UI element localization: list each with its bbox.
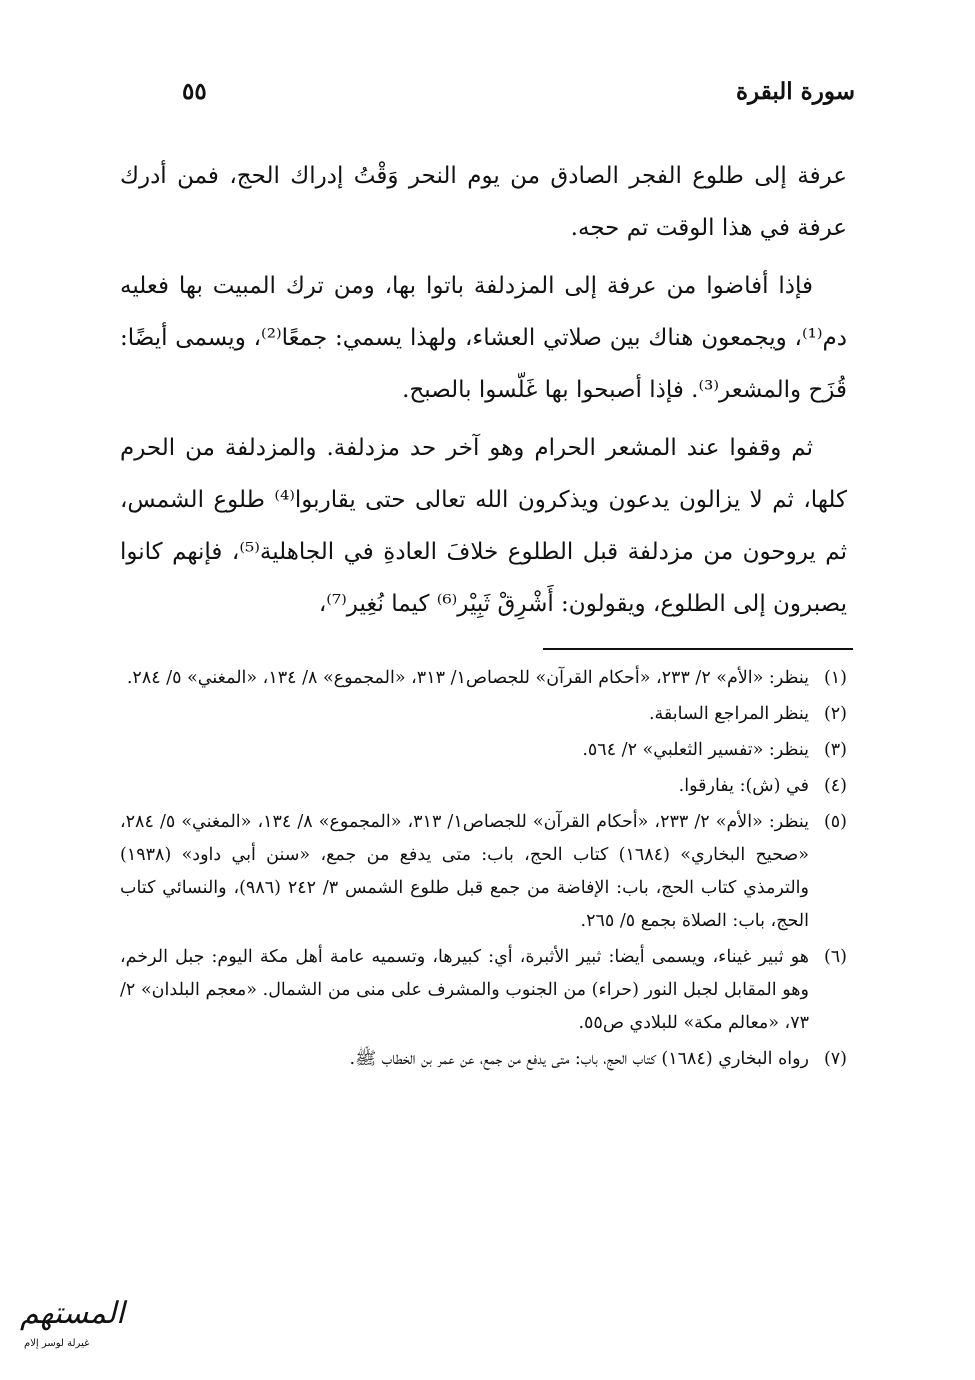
paragraph-2: فإذا أفاضوا من عرفة إلى المزدلفة باتوا بها، ومن ترك المبيت بها فعليه دم⁽¹⁾، ويجمعون هناك بين صلاتي العشاء، ولهذا يسمي: جمعًا⁽²⁾، ويسمى أيضًا: قُزَح والمشعر⁽³⁾. فإذا أصبحوا بها غَلّسوا بالصبح. (120, 273, 847, 403)
footnote-4 (120, 770, 847, 803)
footnote-text: ينظر: «تفسير الثعلبي» ٢/ ٥٦٤. (582, 740, 809, 760)
page-number: ٥٥ (182, 78, 207, 105)
footnotes (120, 662, 847, 1079)
paragraph-3: ثم وقفوا عند المشعر الحرام وهو آخر حد مزدلفة. والمزدلفة من الحرم كلها، ثم لا يزالون يدعون ويذكرون الله تعالى حتى يقاربوا⁽⁴⁾ طلوع الشمس، ثم يروحون من مزدلفة قبل الطلوع خلافَ العادةِ في الجاهلية⁽⁵⁾، فإنهم كانوا يصبرون إلى الطلوع، ويقولون: أَشْرِقْ ثَبِيْر⁽⁶⁾ كيما نُغِير⁽⁷⁾، (120, 435, 848, 617)
footnote-number: (٧) (823, 1049, 847, 1069)
logo-sub-text: غيرلة لوسر إلام (24, 1338, 90, 1349)
footnote-6 (120, 941, 847, 1040)
publisher-logo (10, 1296, 142, 1366)
page-header (120, 78, 855, 122)
main-text (120, 150, 847, 636)
footnote-3 (120, 734, 847, 767)
paragraph-1: عرفة إلى طلوع الفجر الصادق من يوم النحر وَقْتُ إدراك الحج، فمن أدرك عرفة في هذا الوقت تم حجه. (120, 163, 847, 241)
footnote-text: رواه البخاري (١٦٨٤) كتاب الحج، باب: متى يدفع من جمع، عن عمر بن الخطاب ﷺ. (349, 1049, 809, 1069)
footnote-number: (٢) (823, 704, 847, 724)
footnote-number: (١) (823, 668, 847, 688)
footnote-text: ينظر المراجع السابقة. (648, 704, 809, 724)
footnote-number: (٦) (823, 947, 847, 967)
footnote-number: (٣) (823, 740, 847, 760)
logo-main-text: المستهم (20, 1296, 125, 1331)
footnote-text: ينظر: «الأم» ٢/ ٢٣٣، «أحكام القرآن» للجصاص١/ ٣١٣، «المجموع» ٨/ ١٣٤، «المغني» ٥/ ٢٨٤، «صحيح البخاري» (١٦٨٤) كتاب الحج، باب: متى يدفع من جمع، «سنن أبي داود» (١٩٣٨) والترمذي كتاب الحج، باب: الإفاضة من جمع قبل طلوع الشمس ٣/ ٢٤٢ (٩٨٦)، والنسائي كتاب الحج، باب: الصلاة بجمع ٥/ ٢٦٥. (120, 812, 809, 931)
footnote-number: (٥) (823, 812, 847, 832)
footnote-text: في (ش): يفارقوا. (678, 776, 809, 796)
surah-title: سورة البقرة (735, 78, 855, 105)
footnote-text: هو ثبير غيناء، ويسمى أيضا: ثبير الأثبرة، أي: كبيرها، وتسميه عامة أهل مكة اليوم: جبل الرخم، وهو المقابل لجبل النور (حراء) من الجنوب والمشرف على منى من الشمال. «معجم البلدان» ٢/ ٧٣، «معالم مكة» للبلادي ص٥٥. (120, 947, 809, 1033)
footnote-5 (120, 806, 847, 938)
footnote-7 (120, 1043, 847, 1076)
footnote-separator (543, 648, 853, 650)
footnote-1 (120, 662, 847, 695)
footnote-text: ينظر: «الأم» ٢/ ٢٣٣، «أحكام القرآن» للجصاص١/ ٣١٣، «المجموع» ٨/ ١٣٤، «المغني» ٥/ ٢٨٤. (126, 668, 809, 688)
footnote-number: (٤) (823, 776, 847, 796)
footnote-2 (120, 698, 847, 731)
